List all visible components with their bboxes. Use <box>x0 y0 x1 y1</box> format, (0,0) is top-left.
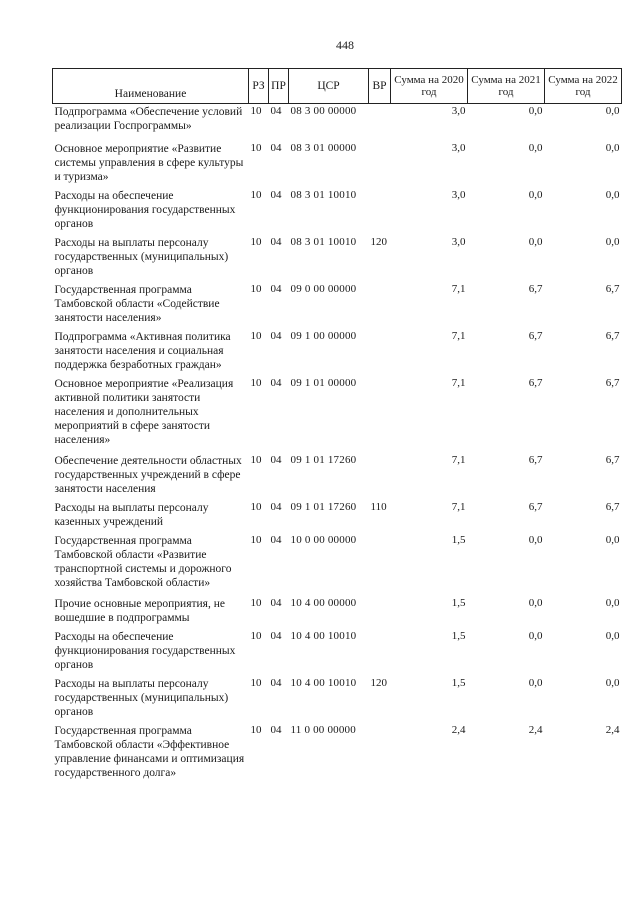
row-sum-2021: 0,0 <box>528 630 543 642</box>
row-sum-2022: 0,0 <box>605 534 620 546</box>
row-sum-2022: 0,0 <box>605 189 620 201</box>
row-rz: 10 <box>250 105 262 117</box>
row-vr <box>369 723 391 784</box>
row-sum-2020: 3,0 <box>451 189 466 201</box>
header-vr: ВР <box>369 69 391 104</box>
row-csr: 10 0 00 00000 <box>290 534 357 546</box>
table-row <box>53 282 622 329</box>
row-sum-2021: 6,7 <box>528 501 543 513</box>
row-csr: 08 3 01 00000 <box>290 142 357 154</box>
row-vr: 120 <box>370 677 387 689</box>
row-pr: 04 <box>270 142 282 154</box>
row-csr: 09 1 01 00000 <box>290 377 357 389</box>
row-csr: 10 4 00 10010 <box>290 630 357 642</box>
row-sum-2020: 7,1 <box>451 377 466 389</box>
row-sum-2021: 0,0 <box>528 534 543 546</box>
row-sum-2021: 2,4 <box>528 724 543 736</box>
table-row <box>53 104 622 142</box>
row-rz: 10 <box>250 677 262 689</box>
row-pr: 04 <box>270 597 282 609</box>
row-sum-2022: 6,7 <box>605 377 620 389</box>
table-row <box>53 329 622 376</box>
row-csr: 08 3 01 10010 <box>290 189 357 201</box>
row-sum-2020: 1,5 <box>451 630 466 642</box>
row-sum-2022: 0,0 <box>605 105 620 117</box>
row-csr: 08 3 01 10010 <box>290 236 357 248</box>
row-sum-2022: 6,7 <box>605 330 620 342</box>
row-sum-2021: 6,7 <box>528 377 543 389</box>
row-pr: 04 <box>270 330 282 342</box>
row-sum-2022: 0,0 <box>605 597 620 609</box>
row-sum-2021: 0,0 <box>528 142 543 154</box>
budget-table <box>52 68 622 784</box>
row-rz: 10 <box>250 597 262 609</box>
row-pr: 04 <box>270 534 282 546</box>
row-csr: 09 1 01 17260 <box>290 501 357 513</box>
row-sum-2020: 1,5 <box>451 534 466 546</box>
row-csr: 09 0 00 00000 <box>290 283 357 295</box>
row-sum-2020: 2,4 <box>451 724 466 736</box>
header-sum-2021: Сумма на 2021 год <box>468 69 545 104</box>
header-sum-2020: Сумма на 2020 год <box>391 69 468 104</box>
row-vr: 110 <box>370 501 387 513</box>
row-rz: 10 <box>250 330 262 342</box>
row-sum-2022: 0,0 <box>605 142 620 154</box>
header-sum-2022: Сумма на 2022 год <box>545 69 622 104</box>
row-sum-2022: 6,7 <box>605 283 620 295</box>
row-name: Основное мероприятие «Развитие системы управления в сфере культуры и туризма» <box>54 143 244 183</box>
row-name: Расходы на обеспечение функционирования государственных органов <box>54 631 236 671</box>
row-csr: 10 4 00 10010 <box>290 677 357 689</box>
row-rz: 10 <box>250 283 262 295</box>
row-vr <box>369 329 391 376</box>
row-pr: 04 <box>270 630 282 642</box>
row-sum-2021: 0,0 <box>528 105 543 117</box>
row-name: Основное мероприятие «Реализация активной политики занятости населения и дополнительных мероприятий в сфере занятости населения» <box>54 378 234 446</box>
table-header-row <box>53 69 622 104</box>
row-rz: 10 <box>250 724 262 736</box>
row-rz: 10 <box>250 142 262 154</box>
row-vr <box>369 533 391 596</box>
row-rz: 10 <box>250 534 262 546</box>
row-sum-2021: 6,7 <box>528 283 543 295</box>
row-sum-2020: 3,0 <box>451 236 466 248</box>
header-name: Наименование <box>53 69 249 104</box>
row-rz: 10 <box>250 189 262 201</box>
row-name: Обеспечение деятельности областных государственных учреждений в сфере занятости населения <box>54 455 242 495</box>
table-row <box>53 376 622 453</box>
row-sum-2020: 7,1 <box>451 283 466 295</box>
row-rz: 10 <box>250 501 262 513</box>
row-pr: 04 <box>270 105 282 117</box>
row-vr <box>369 629 391 676</box>
row-pr: 04 <box>270 501 282 513</box>
row-sum-2020: 1,5 <box>451 597 466 609</box>
row-sum-2021: 0,0 <box>528 189 543 201</box>
row-pr: 04 <box>270 454 282 466</box>
row-vr <box>369 188 391 235</box>
table-row <box>53 676 622 723</box>
row-name: Прочие основные мероприятия, не вошедшие в подпрограммы <box>54 598 225 624</box>
row-vr <box>369 453 391 500</box>
table-row <box>53 533 622 596</box>
header-rz: РЗ <box>249 69 269 104</box>
row-sum-2021: 0,0 <box>528 597 543 609</box>
row-sum-2022: 0,0 <box>605 677 620 689</box>
page-number: 448 <box>336 38 354 52</box>
row-sum-2021: 6,7 <box>528 454 543 466</box>
table-row <box>53 141 622 188</box>
table-body <box>53 104 622 785</box>
header-pr: ПР <box>269 69 289 104</box>
row-pr: 04 <box>270 677 282 689</box>
row-rz: 10 <box>250 630 262 642</box>
row-sum-2020: 7,1 <box>451 330 466 342</box>
row-name: Расходы на обеспечение функционирования государственных органов <box>54 190 236 230</box>
row-csr: 11 0 00 00000 <box>290 724 356 736</box>
row-sum-2022: 0,0 <box>605 236 620 248</box>
row-rz: 10 <box>250 236 262 248</box>
row-vr <box>369 596 391 629</box>
table-row <box>53 629 622 676</box>
row-sum-2021: 0,0 <box>528 236 543 248</box>
row-sum-2022: 6,7 <box>605 454 620 466</box>
table-row <box>53 723 622 784</box>
header-csr: ЦСР <box>289 69 369 104</box>
row-sum-2020: 7,1 <box>451 454 466 466</box>
row-sum-2021: 0,0 <box>528 677 543 689</box>
row-name: Расходы на выплаты персоналу государственных (муниципальных) органов <box>54 237 229 277</box>
row-name: Подпрограмма «Обеспечение условий реализации Госпрограммы» <box>54 106 243 132</box>
row-sum-2020: 3,0 <box>451 142 466 154</box>
row-sum-2020: 7,1 <box>451 501 466 513</box>
row-csr: 09 1 00 00000 <box>290 330 357 342</box>
row-csr: 09 1 01 17260 <box>290 454 357 466</box>
table-row <box>53 235 622 282</box>
row-pr: 04 <box>270 189 282 201</box>
table-row <box>53 596 622 629</box>
row-rz: 10 <box>250 454 262 466</box>
row-name: Государственная программа Тамбовской области «Развитие транспортной системы и дорожного хозяйства Тамбовской области» <box>54 535 232 589</box>
row-pr: 04 <box>270 283 282 295</box>
row-rz: 10 <box>250 377 262 389</box>
row-pr: 04 <box>270 236 282 248</box>
row-name: Государственная программа Тамбовской области «Содействие занятости населения» <box>54 284 220 324</box>
row-vr <box>369 104 391 142</box>
row-name: Расходы на выплаты персоналу государственных (муниципальных) органов <box>54 678 229 718</box>
row-vr <box>369 376 391 453</box>
row-name: Государственная программа Тамбовской области «Эффективное управление финансами и оптимизация государственного долга» <box>54 725 245 779</box>
row-vr: 120 <box>370 236 387 248</box>
row-sum-2022: 2,4 <box>605 724 620 736</box>
row-sum-2020: 3,0 <box>451 105 466 117</box>
row-sum-2020: 1,5 <box>451 677 466 689</box>
row-sum-2022: 0,0 <box>605 630 620 642</box>
table-row <box>53 500 622 533</box>
row-sum-2022: 6,7 <box>605 501 620 513</box>
row-vr <box>369 282 391 329</box>
row-csr: 08 3 00 00000 <box>290 105 357 117</box>
row-name: Расходы на выплаты персоналу казенных учреждений <box>54 502 209 528</box>
table-row <box>53 453 622 500</box>
row-name: Подпрограмма «Активная политика занятости населения и социальная поддержка безработных граждан» <box>54 331 231 371</box>
row-csr: 10 4 00 00000 <box>290 597 357 609</box>
table-row <box>53 188 622 235</box>
row-sum-2021: 6,7 <box>528 330 543 342</box>
row-pr: 04 <box>270 724 282 736</box>
row-pr: 04 <box>270 377 282 389</box>
row-vr <box>369 141 391 188</box>
